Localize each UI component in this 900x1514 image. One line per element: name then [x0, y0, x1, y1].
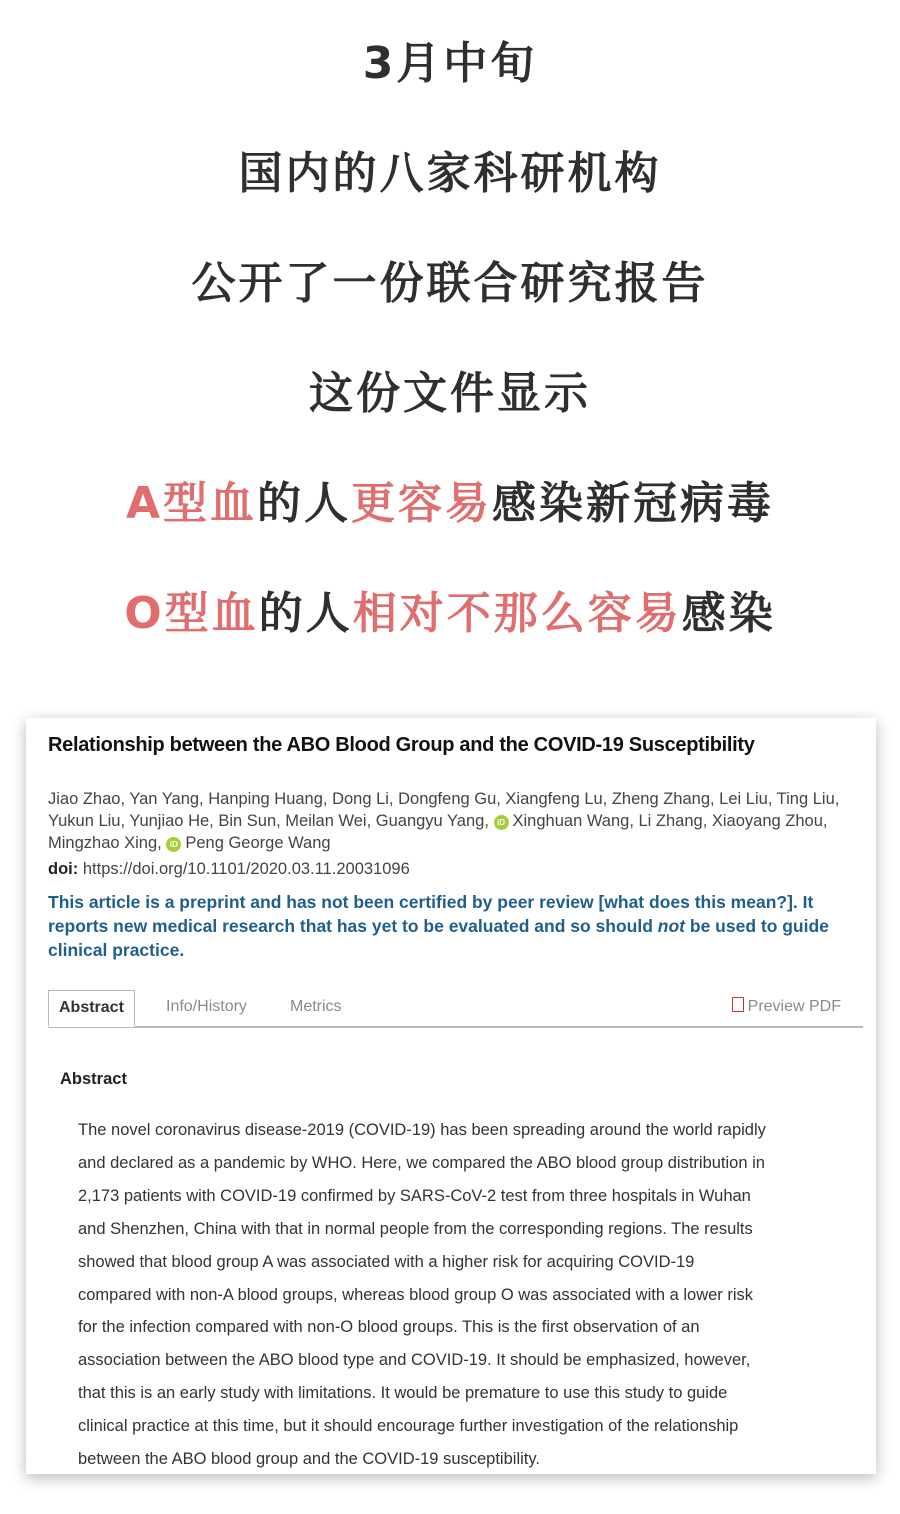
abstract-line: compared with non-A blood groups, whereas blood group O was associated with a lower risk [78, 1285, 754, 1304]
abstract-body [78, 1114, 838, 1476]
preprint-screenshot-card [26, 718, 876, 1474]
abstract-line: between the ABO blood group and the COVID-19 susceptibility. [78, 1450, 540, 1469]
headline-text: 感染 [681, 588, 776, 639]
abstract-line: 2,173 patients with COVID-19 confirmed by SARS-CoV-2 test from three hospitals in Wuhan [78, 1186, 751, 1205]
headline-line-2: 国内的八家科研机构 [238, 148, 662, 199]
headline-line-4: 这份文件显示 [309, 368, 591, 419]
highlight-less-likely: 相对不那么容易 [352, 588, 682, 639]
authors-text[interactable]: Xinghuan Wang, Li Zhang, Xiaoyang Zhou, Mingzhao Xing, [48, 812, 828, 852]
headline-line-1: 3月中旬 [362, 38, 538, 89]
abstract-line: showed that blood group A was associated with a higher risk for acquiring COVID-19 [78, 1252, 695, 1271]
paper-title[interactable]: Relationship between the ABO Blood Group and the COVID-19 Susceptibility [48, 734, 755, 756]
headline-line-5 [0, 476, 900, 532]
abstract-line: clinical practice at this time, but it should encourage further investigation of the relationship [78, 1417, 739, 1436]
highlight-more-likely: 更容易 [351, 478, 493, 529]
abstract-line: and Shenzhen, China with that in normal people from the corresponding regions. The results [78, 1219, 753, 1238]
doi-line [48, 860, 410, 879]
abstract-heading: Abstract [60, 1070, 127, 1088]
notice-emphasis: not [657, 916, 685, 936]
preview-pdf-label: Preview PDF [747, 998, 841, 1015]
doi-link[interactable]: https://doi.org/10.1101/2020.03.11.20031096 [82, 860, 410, 878]
abstract-line: for the infection compared with non-O blood groups. This is the first observation of an [78, 1318, 700, 1337]
headline-text: 的人 [258, 588, 353, 639]
orcid-icon[interactable]: iD [494, 815, 509, 830]
authors-text[interactable]: Peng George Wang [185, 834, 331, 852]
preprint-notice [48, 890, 863, 962]
highlight-blood-type-o: O型血 [124, 588, 259, 639]
tab-abstract[interactable]: Abstract [48, 990, 135, 1027]
abstract-line: that this is an early study with limitations. It would be premature to use this study to guide [78, 1384, 728, 1403]
headline-text: 感染新冠病毒 [492, 478, 775, 529]
abstract-line: association between the ABO blood type and COVID-19. It should be emphasized, however, [78, 1351, 751, 1370]
pdf-file-icon [732, 997, 744, 1012]
abstract-line: and declared as a pandemic by WHO. Here, we compared the ABO blood group distribution in [78, 1153, 765, 1172]
authors-text[interactable]: Jiao Zhao, Yan Yang, Hanping Huang, Dong Li, Dongfeng Gu, Xiangfeng Lu, Zheng Zhang, Lei Liu, Ting Liu, Yukun Liu, Yunjiao He, Bin Sun, Meilan Wei, Guangyu Yang, [48, 790, 840, 830]
highlight-blood-type-a: A型血 [125, 478, 258, 529]
headline-text: 的人 [257, 478, 352, 529]
doi-label: doi: [48, 860, 79, 878]
headline-line-6 [0, 586, 900, 642]
notice-text: be used to guide clinical practice. [48, 916, 829, 960]
article-tabs [48, 990, 863, 1028]
abstract-line: The novel coronavirus disease-2019 (COVID-19) has been spreading around the world rapidly [78, 1121, 766, 1139]
headline-line-3: 公开了一份联合研究报告 [191, 258, 709, 309]
tab-info-history[interactable]: Info/History [166, 998, 247, 1015]
tab-metrics[interactable]: Metrics [290, 998, 342, 1015]
author-list [48, 788, 868, 854]
orcid-icon[interactable]: iD [166, 837, 181, 852]
notice-text: This article is a preprint and has not been certified by peer review [what does this mean?]. It reports new medical research that has yet to be evaluated and so should [48, 892, 814, 936]
preview-pdf-button[interactable] [732, 990, 841, 1024]
